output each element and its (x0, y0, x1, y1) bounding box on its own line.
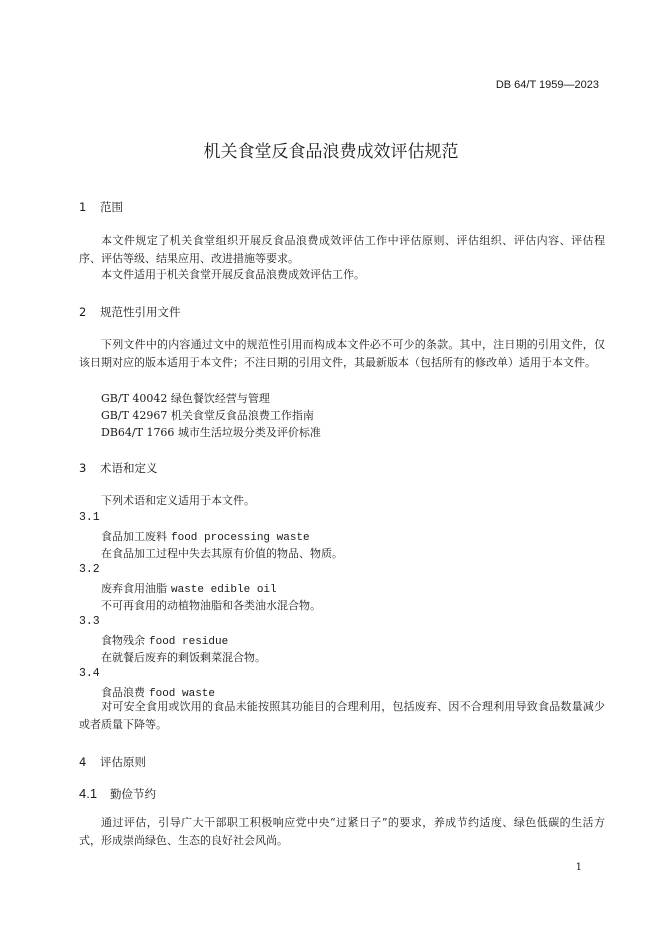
term-definition: 不可再食用的动植物油脂和各类油水混合物。 (101, 599, 321, 612)
term-heading (101, 528, 310, 544)
subsection-title: 勤俭节约 (110, 787, 156, 801)
reference-item (101, 407, 314, 423)
term-number: 3.1 (79, 511, 100, 524)
section-heading-4 (79, 754, 146, 770)
section-number: 1 (79, 200, 87, 214)
section-title: 术语和定义 (100, 461, 158, 475)
section-title: 评估原则 (100, 755, 146, 769)
term-en: food waste (149, 688, 216, 700)
paragraph: 本文件规定了机关食堂组织开展反食品浪费成效评估工作中评估原则、评估组织、评估内容、评估程序、评估等级、结果应用、改进措施等要求。 (79, 234, 605, 265)
document-code: DB 64/T 1959—2023 (495, 79, 599, 91)
subsection-number: 4.1 (79, 786, 98, 801)
term-en: food residue (149, 636, 229, 648)
term-number: 3.2 (79, 563, 100, 576)
section-heading-3 (79, 460, 158, 476)
subsection-heading (79, 786, 156, 802)
term-number: 3.4 (79, 667, 100, 680)
term-definition: 在就餐后废弃的剩饭剩菜混合物。 (101, 651, 266, 664)
term-zh: 废弃食用油脂 (101, 582, 167, 595)
term-en: waste edible oil (171, 584, 277, 596)
term-number: 3.3 (79, 615, 100, 628)
document-title: 机关食堂反食品浪费成效评估规范 (203, 142, 459, 162)
term-heading (101, 632, 228, 648)
section-number: 2 (79, 305, 87, 319)
reference-name: 机关食堂反食品浪费工作指南 (170, 409, 314, 422)
reference-name: 绿色餐饮经营与管理 (170, 392, 270, 405)
paragraph: 通过评估，引导广大干部职工积极响应党中央“过紧日子”的要求，养成节约适度、绿色低碳的生活方式，形成崇尚绿色、生态的良好社会风尚。 (79, 816, 605, 847)
section-heading-1 (79, 199, 123, 215)
term-zh: 食物残余 (101, 634, 145, 647)
paragraph: 本文件适用于机关食堂开展反食品浪费成效评估工作。 (101, 268, 365, 281)
reference-code: GB/T 40042 (101, 392, 168, 405)
section-title: 规范性引用文件 (100, 305, 181, 319)
reference-item (101, 424, 321, 440)
paragraph: 下列术语和定义适用于本文件。 (101, 494, 255, 507)
reference-code: GB/T 42967 (101, 409, 168, 422)
page-number: 1 (575, 862, 582, 873)
term-definition-text: 对可安全食用或饮用的食品未能按照其功能目的合理利用，包括废弃、因不合理利用导致食品数量减少或者质量下降等。 (79, 700, 605, 731)
section-heading-2 (79, 304, 181, 320)
term-zh: 食品加工废料 (101, 530, 167, 543)
term-en: food processing waste (171, 532, 310, 544)
section-number: 3 (79, 461, 87, 475)
reference-name: 城市生活垃圾分类及评价标准 (177, 426, 321, 439)
reference-item (101, 390, 270, 406)
term-heading (101, 580, 277, 596)
paragraph: 下列文件中的内容通过文中的规范性引用而构成本文件必不可少的条款。其中，注日期的引用文件，仅该日期对应的版本适用于本文件；不注日期的引用文件，其最新版本（包括所有的修改单）适用于本文件。 (79, 338, 605, 369)
term-definition (79, 698, 605, 734)
section-title: 范围 (100, 200, 123, 214)
reference-code: DB64/T 1766 (101, 426, 175, 439)
term-definition: 在食品加工过程中失去其原有价值的物品、物质。 (101, 547, 343, 560)
term-zh: 食品浪费 (101, 686, 145, 699)
section-number: 4 (79, 755, 87, 769)
